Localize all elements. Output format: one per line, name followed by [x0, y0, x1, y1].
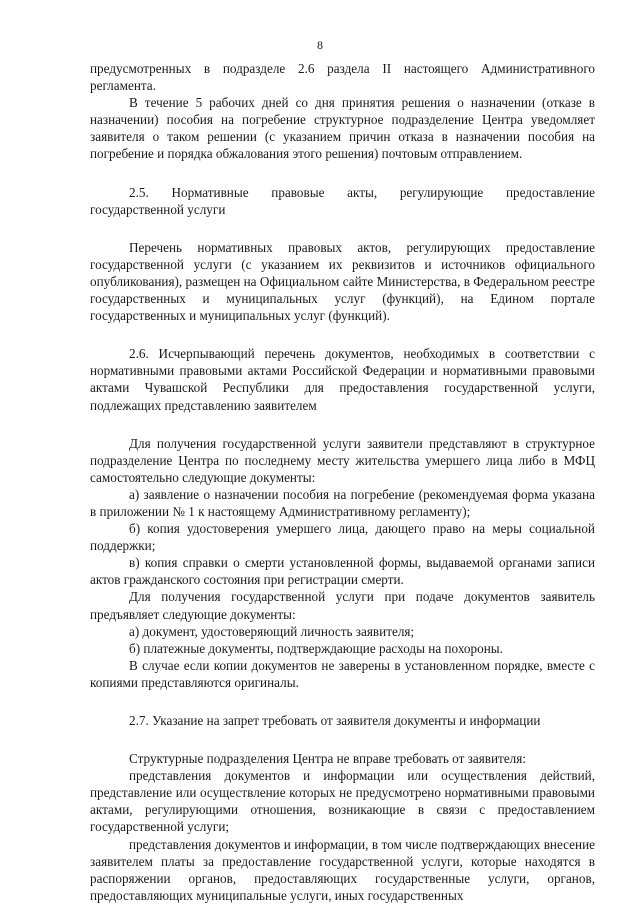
paragraph-prohibition-1: представления документов и информации или осуществления действий, представление или осуществление которых не предусмотрено нормативными правовыми актами, регулирующими отношения, возникающие в связи с предоставлением государственной услуги;: [90, 768, 595, 835]
list-item-identity: а) документ, удостоверяющий личность заявителя;: [129, 623, 415, 639]
paragraph-prohibition-intro: Структурные подразделения Центра не вправе требовать от заявителя:: [129, 751, 526, 767]
page-number: 8: [317, 38, 323, 52]
list-item-payment: б) платежные документы, подтверждающие расходы на похороны.: [129, 640, 503, 656]
paragraph-legal-acts: Перечень нормативных правовых актов, регулирующих предоставление государственной услуги (с указанием их реквизитов и источников официального опубликования), размещен на Официальном сайте Министерства, в Федеральном реестре государственных и муниципальных услуг (функций), на Едином портале государственных и муниципальных услуг (функций).: [90, 239, 595, 324]
section-heading-2-7: 2.7. Указание на запрет требовать от заявителя документы и информации: [129, 713, 541, 728]
list-item-a: а) заявление о назначении пособия на погребение (рекомендуемая форма указана в приложении № 1 к настоящему Административному регламенту);: [90, 486, 595, 519]
paragraph-present-documents: Для получения государственной услуги при подаче документов заявитель предъявляет следующие документы:: [90, 589, 595, 622]
paragraph-notification: В течение 5 рабочих дней со дня принятия решения о назначении (отказе в назначении) пособия на погребение структурное подразделение Центра уведомляет заявителя о таком решении (с указанием причин отказа в назначении пособия на погребение и порядка обжалования этого решения) почтовым отправлением.: [90, 95, 595, 162]
list-item-c: в) копия справки о смерти установленной формы, выдаваемой органами записи актов гражданского состояния при регистрации смерти.: [90, 555, 595, 588]
paragraph-prohibition-2: представления документов и информации, в том числе подтверждающих внесение заявителем платы за предоставление государственной услуги, которые находятся в распоряжении органов, предоставляющих государственные услуги, органов, предоставляющих муниципальные услуги, иных государственных: [90, 836, 595, 903]
section-heading-2-6: 2.6. Исчерпывающий перечень документов, необходимых в соответствии с нормативными правовыми актами Российской Федерации и нормативными правовыми актами Чувашской Республики для предоставления государственной услуги, подлежащих представлению заявителем: [90, 346, 595, 413]
section-heading-2-5: 2.5. Нормативные правовые акты, регулирующие предоставление государственной услуги: [90, 184, 595, 217]
paragraph-continuation: предусмотренных в подразделе 2.6 раздела II настоящего Административного регламента.: [90, 61, 595, 94]
page-content: [90, 60, 595, 904]
paragraph-documents-intro: Для получения государственной услуги заявители представляют в структурное подразделение Центра по последнему месту жительства умершего лица либо в МФЦ самостоятельно следующие документы:: [90, 435, 595, 485]
paragraph-originals: В случае если копии документов не заверены в установленном порядке, вместе с копиями представляются оригиналы.: [90, 657, 595, 690]
list-item-b: б) копия удостоверения умершего лица, дающего право на меры социальной поддержки;: [90, 521, 595, 554]
